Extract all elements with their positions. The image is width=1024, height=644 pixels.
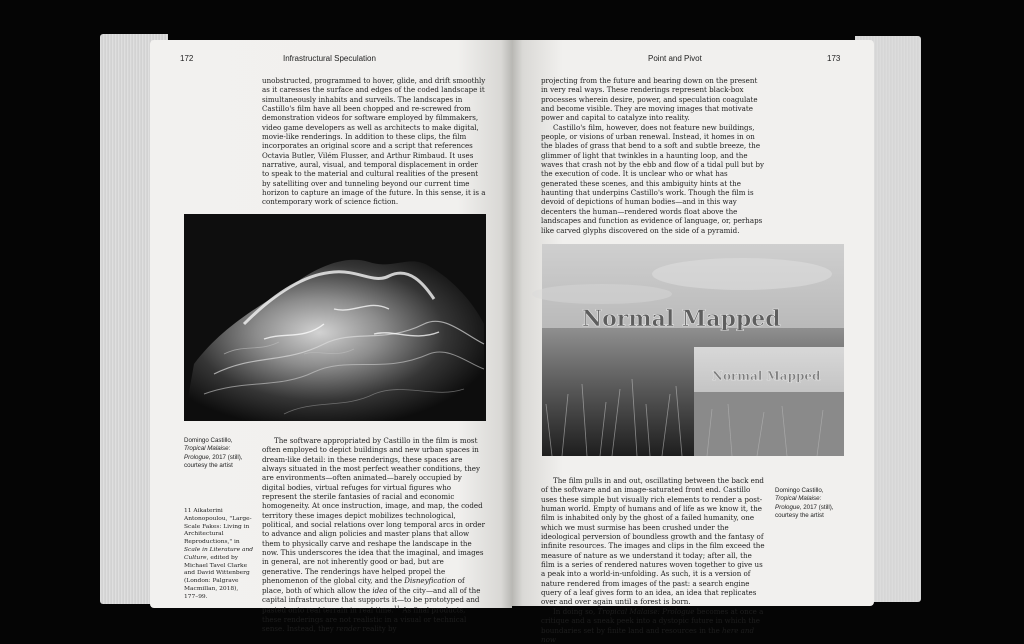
page-number-left: 172	[180, 54, 194, 63]
right-page	[512, 40, 874, 644]
running-head-right: Point and Pivot	[648, 54, 702, 63]
figure-landscape-rendering	[184, 214, 486, 421]
left-figure-caption: Domingo Castillo, Tropical Malaise: Prologue, 2017 (still), courtesy the artist	[184, 437, 243, 469]
left-bottom-paragraph: The software appropriated by Castillo in the film is most often employed to depict buildings and new urban spaces in dream-like detail: in these renderings, these spaces are always situated in the most perfect weather conditions, they are environments—often animated—barely occupied by digital bodies, virtual refuges for virtual figures who represent the sterile fantasies of racial and economic homogeneity. At once instruction, image, and map, the coded territory these images depict mobilizes technological, political, and social relations over long temporal arcs in order to advance and align policies and master plans that allow them to physically carve and reshape the landscape in the now. This underscores the idea that the imaginal, and images in general, are not inherently good or bad, but are generative. The renderings have helped propel the phenomenon of the global city, and the Disneyfication of place, both of which allow the idea of the city—and all of the capital infrastructure that supports it—to be prototyped and pasted onto real terrain in real time.$^{11}$ As final products, these renderings are not realistic in a visual or technical sense. Instead, they render reality by	[262, 436, 486, 634]
right-bottom-paragraphs: The film pulls in and out, oscillating between the back end of the software and an image-saturated front end. Castillo uses these simple but visually rich elements to render a post-human world. Empty of humans and of life as we know it, the film is inhabited only by the ghost of a failed humanity, one which we must surmise has been crushed under the ideological perversion of boundless growth and the fantasy of infinite resources. The images and clips in the film exceed the measure of nature as we understand it today; after all, the film is a series of rendered natures woven together to give us a peak into a world-in-unfolding. As such, it is a version of nature rendered from images of the past: a search engine query of a leaf gives form to an idea, an idea that replicates over and over again until a forest is born. In doing so, Tropical Malaise: Prologue becomes at once a critique and a sneak peek into a dystopic future in which the boundaries set by finite land and resources in the here and now	[541, 476, 765, 644]
figure-normal-mapped	[542, 244, 844, 456]
normal-mapped-small-text: Normal Mapped	[712, 369, 821, 383]
landscape-image	[184, 214, 486, 421]
running-head-left: Infrastructural Speculation	[283, 54, 376, 63]
footnote-11: 11 Aikaterini Antonopoulou, "Large-Scale Fakes: Living in Architectural Reproductions," in Scale in Literature and Culture, edited by Michael Tavel Clarke and David Wittenberg (London: Palgrave Macmillan, 2018), 177–99.	[184, 508, 254, 600]
normal-mapped-image	[542, 244, 844, 456]
left-page	[150, 40, 512, 634]
right-top-paragraphs: projecting from the future and bearing down on the present in very real ways. These renderings represent black-box processes wherein desire, power, and speculation coagulate and become visible. They are moving images that motivate power and capital to catalyze into reality. Castillo's film, however, does not feature new buildings, people, or visions of urban renewal. Instead, it homes in on the blades of grass that bend to a soft and subtle breeze, the glimmer of light that twinkles in a haunting loop, and the waves that crash not by the ebb and flow of a tidal pull but by the execution of code. It is unclear who or what has generated these scenes, and this ambiguity hints at the haunting that underpins Castillo's work. Though the film is devoid of depictions of human bodies—and in this way decenters the human—rendered words float above the landscapes and function as evidence of language, or, perhaps like carved glyphs discovered on the side of a pyramid.	[541, 76, 765, 235]
right-figure-caption: Domingo Castillo, Tropical Malaise: Prologue, 2017 (still), courtesy the artist	[775, 487, 834, 519]
normal-mapped-large-text: Normal Mapped	[582, 306, 781, 332]
left-top-paragraph: unobstructed, programmed to hover, glide, and drift smoothly as it caresses the surface and edges of the coded landscape it simultaneously inhabits and surveils. The landscapes in Castillo's film have all been chopped and re-screwed from demonstration videos for software employed by filmmakers, video game developers as well as architects to make digital, movie-like renderings. In addition to these clips, the film incorporates an original score and a script that references Octavia Butler, Vilém Flusser, and Arthur Rimbaud. It uses narrative, aural, visual, and temporal displacement in order to speak to the material and cultural realities of the present by satelliting over and tunneling beyond our current time horizon to capture an image of the future. In this sense, it is a contemporary work of science fiction.	[262, 76, 486, 207]
page-number-right: 173	[827, 54, 841, 63]
